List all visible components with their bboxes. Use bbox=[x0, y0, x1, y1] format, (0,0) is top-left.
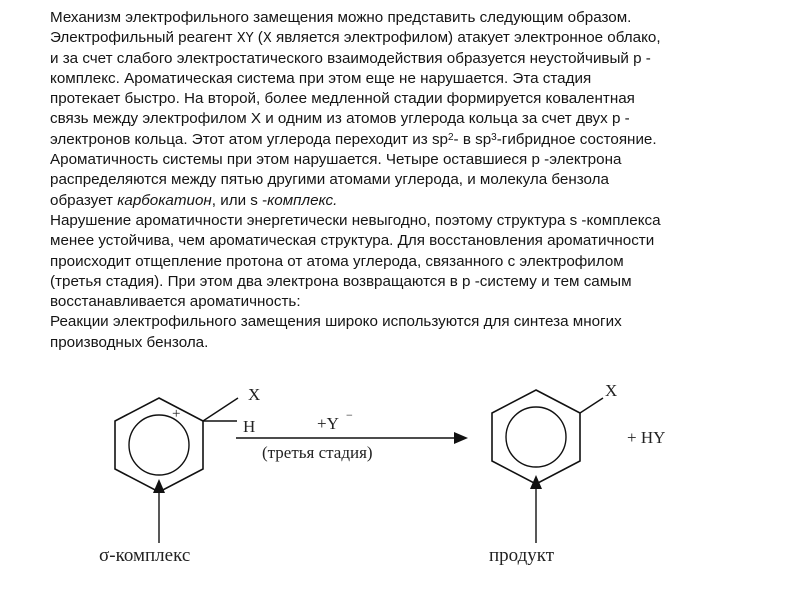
text-span: Механизм электрофильного замещения можно представить следующим образом. bbox=[50, 9, 632, 26]
text-span: - в sp bbox=[453, 130, 492, 148]
left-pointer-arrowhead bbox=[153, 479, 165, 493]
right-x-label: X bbox=[605, 381, 618, 400]
text-span: связь между электрофилом X и одним из атомов углерода кольца за счет двух p - bbox=[50, 110, 630, 128]
text-span: ( bbox=[253, 29, 263, 47]
text-span: Ароматичность системы при этом нарушается. Четыре оставшиеся p -электрона bbox=[50, 151, 622, 169]
text-span: электронов кольца. Этот атом углерода переходит из sp bbox=[50, 130, 448, 148]
text-span: производных бензола. bbox=[50, 333, 209, 351]
text-span: является электрофилом) атакует электронное облако, bbox=[271, 29, 661, 47]
text-span: комплекс. Ароматическая система при этом еще не нарушается. Эта стадия bbox=[50, 69, 592, 87]
text-span: (третья стадия). При этом два электрона возвращаются в p -систему и тем самым bbox=[50, 272, 632, 290]
reagent-minus: − bbox=[346, 408, 353, 422]
text-span: -гибридное состояние. bbox=[496, 130, 657, 148]
text-span: восстанавливается ароматичность: bbox=[50, 293, 301, 311]
sigma-complex-label: σ-комплекс bbox=[99, 545, 191, 566]
formula-x: X bbox=[262, 31, 272, 47]
superscript: 2 bbox=[447, 131, 454, 143]
left-x-label: X bbox=[248, 385, 261, 404]
text-span: Нарушение ароматичности энергетически невыгодно, поэтому структура s -комплекса bbox=[50, 211, 661, 229]
superscript: 3 bbox=[491, 131, 497, 143]
text-span: образует bbox=[50, 191, 118, 209]
text-span: Реакции электрофильного замещения широко используются для синтеза многих bbox=[50, 313, 622, 331]
text-span: происходит отщепление протона от атома углерода, связанного с электрофилом bbox=[50, 252, 624, 270]
product-inner-circle bbox=[506, 407, 566, 467]
byproduct-label: + HY bbox=[627, 428, 666, 447]
sigma-complex-inner-circle bbox=[129, 415, 189, 475]
text-span: Электрофильный реагент bbox=[50, 29, 237, 47]
product-label: продукт bbox=[489, 545, 555, 566]
italic-term: комплекс. bbox=[267, 191, 338, 209]
stage-label: (третья стадия) bbox=[262, 443, 373, 462]
bond-to-x bbox=[203, 398, 238, 421]
product-ring bbox=[492, 390, 580, 484]
text-span: протекает быстро. На второй, более медленной стадии формируется ковалентная bbox=[50, 90, 635, 108]
product-bond-to-x bbox=[580, 398, 603, 413]
text-span: , или s - bbox=[211, 191, 268, 209]
left-h-label: H bbox=[243, 417, 256, 436]
text-span: менее устойчива, чем ароматическая структура. Для восстановления ароматичности bbox=[50, 232, 655, 250]
text-span: и за счет слабого электростатического взаимодействия образуется неустойчивый p - bbox=[50, 49, 651, 67]
reagent-label: +Y bbox=[317, 414, 339, 433]
formula-xy: XY bbox=[236, 31, 254, 47]
text-span: распределяются между пятью другими атомами углерода, и молекула бензола bbox=[50, 171, 609, 189]
sigma-complex-ring bbox=[115, 398, 203, 492]
italic-term: карбокатион bbox=[117, 191, 212, 209]
cation-plus-sign: + bbox=[172, 406, 181, 422]
reaction-arrowhead bbox=[454, 432, 468, 444]
